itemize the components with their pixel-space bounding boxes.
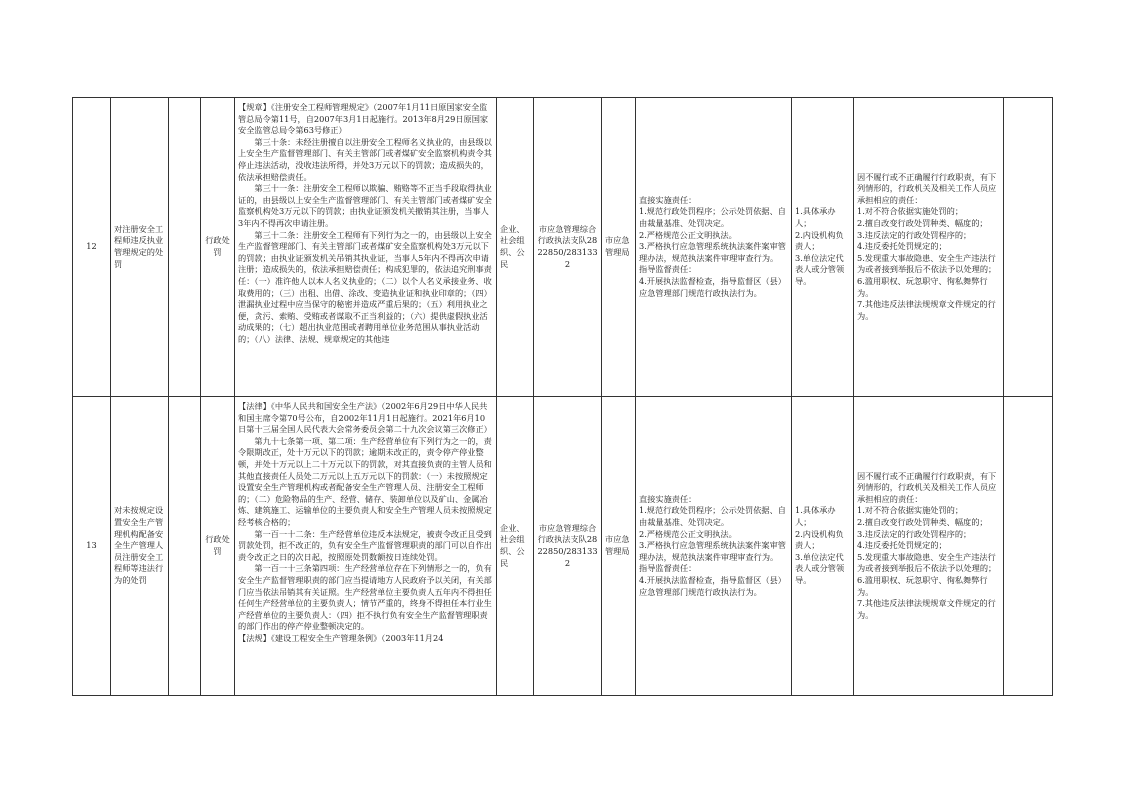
item-name: 对未按规定设置安全生产管理机构配备安全生产管理人员注册安全工程师等违法行为的处罚 [111,397,169,696]
item-type: 行政处罚 [201,397,235,696]
basis-paragraph: 第一百一十三条第四项：生产经营单位存在下列情形之一的，负有安全生产监督管理职责的部门应当提请地方人民政府予以关闭，有关部门应当依法吊销其有关证照。生产经营单位主要负责人五年内不得担任任何生产经营单位的主要负责人；情节严重的，终身不得担任本行业生产经营单位的主要负责人：（四）拒不执行负有安全生产监督管理职责的部门作出的停产停业整顿决定的。 [238,563,492,632]
basis-paragraph: 第三十条：未经注册擅自以注册安全工程师名义执业的，由县级以上安全生产监督管理部门、有关主管部门或者煤矿安全监察机构责令其停止违法活动，没收违法所得，并处3万元以下的罚款；造成损失的，依法承担赔偿责任。 [238,136,492,182]
item-type: 行政处罚 [201,98,235,397]
accountability-line: 2.擅自改变行政处罚种类、幅度的； [857,218,988,229]
bearer-line: 1.具体承办人； [795,206,836,229]
accountability-line: 4.违反委托处罚规定的； [857,241,947,252]
accountability-line: 3.违反法定的行政处罚程序的； [857,528,972,539]
bearer-line: 2.内设机构负责人； [795,528,844,551]
accountability-line: 1.对不符合依据实施处罚的； [857,505,964,516]
duty-line: 2.严格规范公正文明执法。 [639,528,737,539]
accountability-line: 4.违反委托处罚规定的； [857,540,947,551]
accountability-line: 7.其他违反法律法规规章文件规定的行为。 [857,299,996,321]
bearer-cell [792,98,854,397]
duty-line: 3.严格执行应急管理系统执法案件案审管理办法，规范执法案件审理审查行为。 [639,540,786,562]
responsibility-table [72,97,1053,696]
basis-paragraph: 第三十二条：注册安全工程师有下列行为之一的，由县级以上安全生产监督管理部门、有关主管部门或者煤矿安全监察机构处3万元以下的罚款；由执业证颁发机关吊销其执业证，当事人5年内不得再次申请注册；造成损失的，依法承担赔偿责任；构成犯罪的，依法追究刑事责任：（一）准许他人以本人名义执业的；（二）以个人名义承接业务、收取费用的；（三）出租、出借、涂改、变造执业证和执业印章的；（四）泄漏执业过程中应当保守的秘密并造成严重后果的；（五）利用执业之便，贪污、索贿、受贿或者谋取不正当利益的；（六）提供虚假执业活动成果的；（七）超出执业范围或者聘用单位业务范围从事执业活动的；（八）法律、法规、规章规定的其他违 [238,229,492,344]
basis-paragraph: 【法律】《中华人民共和国安全生产法》（2002年6月29日中华人民共和国主席令第70号公布，自2002年11月1日起施行。2021年6月10日第十三届全国人民代表大会常务委员会第二十九次会议第三次修正） [238,401,492,435]
accountability-line: 1.对不符合依据实施处罚的； [857,206,964,217]
sub-item-cell [169,397,201,696]
accountability-line: 6.滥用职权、玩忽职守、徇私舞弊行为。 [857,574,988,597]
duty-cell [636,98,792,397]
accountability-cell [854,98,1004,397]
sub-item-cell [169,98,201,397]
duty-cell [636,397,792,696]
basis-paragraph: 【法规】《建设工程安全生产管理条例》（2003年11月24 [238,632,444,643]
dept-cell: 市应急管理局 [602,397,636,696]
basis-paragraph: 第一百一十二条：生产经营单位违反本法规定，被责令改正且受到罚款处罚，拒不改正的，负有安全生产监督管理职责的部门可以自作出责令改正之日的次日起，按照原处罚数额按日连续处罚。 [238,528,492,562]
subject-cell: 企业、社会组织、公民 [497,98,534,397]
item-name: 对注册安全工程师违反执业管理规定的处罚 [111,98,169,397]
accountability-line: 因不履行或不正确履行行政职责，有下列情形的，行政机关及相关工作人员应承担相应的责任： [857,470,997,504]
duty-line: 1.规范行政处罚程序；公示处罚依据、自由裁量基准、处罚决定。 [639,505,786,528]
basis-paragraph: 第九十七条第一项、第二项：生产经营单位有下列行为之一的，责令限期改正，处十万元以下的罚款；逾期未改正的，责令停产停业整顿，并处十万元以上二十万元以下的罚款，对其直接负责的主管人员和其他直接责任人员处二万元以上五万元以下的罚款：（一）未按照规定设置安全生产管理机构或者配备安全生产管理人员、注册安全工程师的；（二）危险物品的生产、经营、储存、装卸单位以及矿山、金属冶炼、建筑施工、运输单位的主要负责人和安全生产管理人员未按照规定经考核合格的； [238,435,492,527]
row-number: 12 [73,98,111,397]
legal-basis-cell [235,98,497,397]
duty-line: 直接实施责任： [639,194,697,205]
accountability-cell [854,397,1004,696]
accountability-line: 7.其他违反法律法规规章文件规定的行为。 [857,598,996,620]
table-row [73,397,1053,696]
accountability-line: 3.违反法定的行政处罚程序的； [857,229,972,240]
bearer-line: 1.具体承办人； [795,505,836,528]
accountability-line: 5.发现重大事故隐患、安全生产违法行为或者接到举报后不依法予以处理的； [857,551,997,574]
dept-cell: 市应急管理局 [602,98,636,397]
duty-line: 3.严格执行应急管理系统执法案件案审管理办法，规范执法案件审理审查行为。 [639,241,786,263]
bearer-line: 3.单位法定代表人或分管领导。 [795,551,845,585]
bearer-line: 2.内设机构负责人； [795,229,844,252]
duty-line: 指导监督责任： [639,563,697,574]
accountability-line: 因不履行或不正确履行行政职责，有下列情形的，行政机关及相关工作人员应承担相应的责任： [857,171,997,205]
remark-cell [1004,397,1053,696]
accountability-line: 6.滥用职权、玩忽职守、徇私舞弊行为。 [857,275,988,298]
duty-line: 直接实施责任： [639,493,697,504]
accountability-line: 2.擅自改变行政处罚种类、幅度的； [857,517,988,528]
legal-basis-cell [235,397,497,696]
unit-cell: 市应急管理综合行政执法支队2822850/2831332 [534,98,602,397]
unit-cell: 市应急管理综合行政执法支队2822850/2831332 [534,397,602,696]
table-row [73,98,1053,397]
bearer-cell [792,397,854,696]
row-number: 13 [73,397,111,696]
bearer-line: 3.单位法定代表人或分管领导。 [795,252,845,286]
duty-line: 4.开展执法监督检查，指导监督区（县）应急管理部门规范行政执法行为。 [639,275,786,298]
basis-paragraph: 第三十一条：注册安全工程师以欺骗、贿赂等不正当手段取得执业证的，由县级以上安全生产监督管理部门、有关主管部门或者煤矿安全监察机构处3万元以下的罚款；由执业证颁发机关撤销其注册，当事人3年内不得再次申请注册。 [238,183,492,228]
duty-line: 4.开展执法监督检查，指导监督区（县）应急管理部门规范行政执法行为。 [639,574,786,597]
accountability-line: 5.发现重大事故隐患、安全生产违法行为或者接到举报后不依法予以处理的； [857,252,997,275]
basis-paragraph: 【规章】《注册安全工程师管理规定》（2007年1月11日原国家安全监管总局令第11号，自2007年3月1日起施行。2013年8月29日原国家安全监管总局令第63号修正） [238,102,489,136]
remark-cell [1004,98,1053,397]
duty-line: 2.严格规范公正文明执法。 [639,229,737,240]
subject-cell: 企业、社会组织、公民 [497,397,534,696]
duty-line: 指导监督责任： [639,264,697,275]
duty-line: 1.规范行政处罚程序；公示处罚依据、自由裁量基准、处罚决定。 [639,206,786,229]
